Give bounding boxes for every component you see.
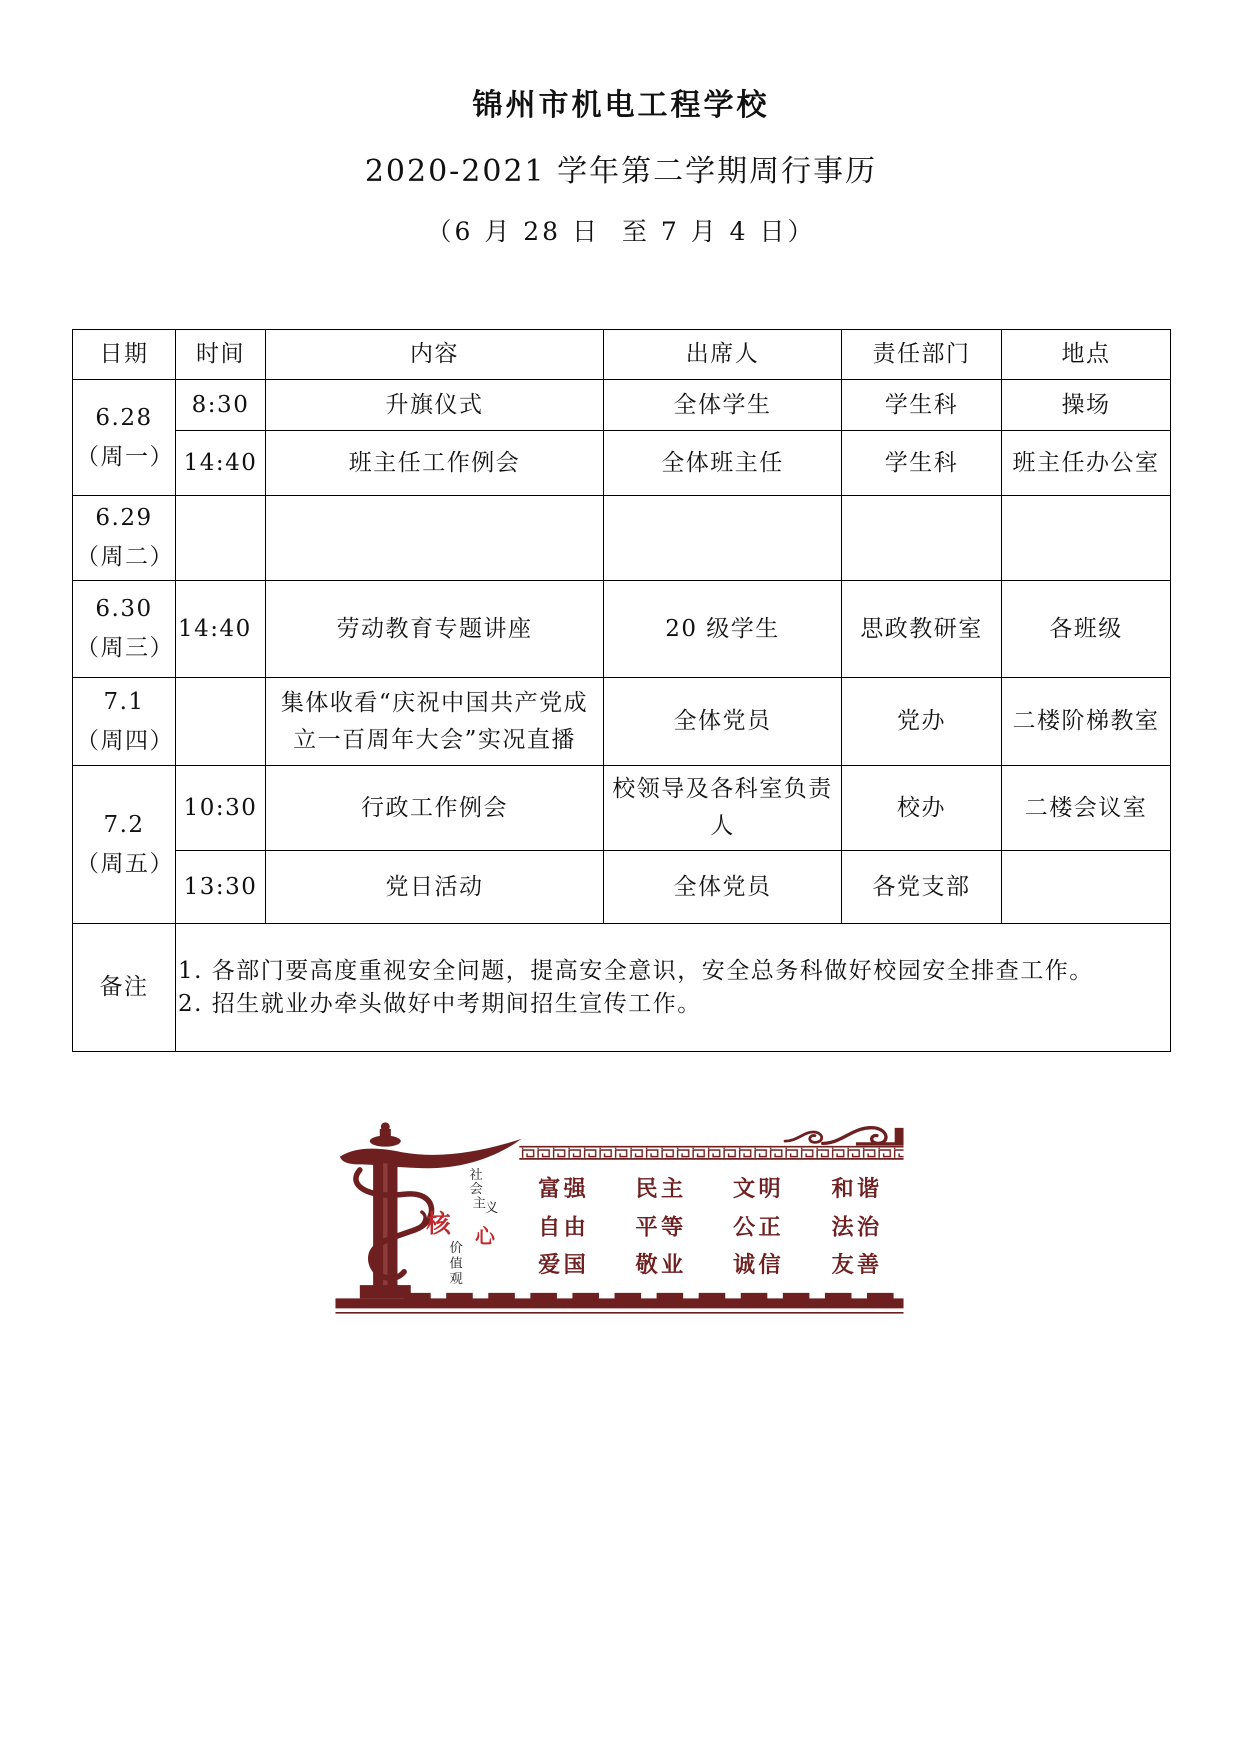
- department-cell: 学生科: [842, 380, 1002, 431]
- cloud-swirl-icon: [785, 1128, 903, 1146]
- attendees-cell: 全体党员: [604, 851, 842, 924]
- weekday-value: （周二）: [76, 544, 174, 570]
- attendees-cell: 全体学生: [604, 380, 842, 431]
- time-cell: [176, 678, 266, 766]
- content-cell: 行政工作例会: [266, 766, 604, 851]
- value-word: 自由: [538, 1214, 590, 1241]
- location-cell: 二楼阶梯教室: [1002, 678, 1171, 766]
- content-cell: [266, 496, 604, 581]
- table-row: [73, 766, 1171, 851]
- department-cell: 学生科: [842, 431, 1002, 496]
- time-cell: 14:40: [176, 431, 266, 496]
- notes-row: [73, 924, 1171, 1052]
- note-item: 2. 招生就业办牵头做好中考期间招生宣传工作。: [178, 990, 702, 1017]
- department-cell: [842, 496, 1002, 581]
- table-row: [73, 496, 1171, 581]
- date-value: 7.1: [103, 688, 145, 715]
- date-cell: [73, 766, 176, 924]
- department-cell: 思政教研室: [842, 581, 1002, 678]
- value-word: 平等: [635, 1214, 687, 1241]
- department-cell: 校办: [842, 766, 1002, 851]
- value-word: 爱国: [538, 1252, 590, 1279]
- department-cell: 各党支部: [842, 851, 1002, 924]
- table-row: [73, 431, 1171, 496]
- content-cell: [266, 678, 604, 766]
- weekday-value: （周一）: [76, 443, 174, 470]
- time-cell: [176, 496, 266, 581]
- motto-char: 主: [472, 1196, 487, 1212]
- location-cell: 班主任办公室: [1002, 431, 1171, 496]
- emblem-base: [335, 1293, 903, 1313]
- location-cell: [1002, 851, 1171, 924]
- attendees-cell: [604, 766, 842, 851]
- attendees-cell: 全体班主任: [604, 431, 842, 496]
- date-cell: [73, 678, 176, 766]
- motto-char: 价: [449, 1240, 463, 1256]
- notes-cell: [176, 924, 1171, 1052]
- date-cell: [73, 496, 176, 581]
- weekday-value: （周四）: [76, 727, 174, 754]
- date-value: 6.30: [95, 596, 153, 622]
- value-word: 富强: [538, 1175, 590, 1202]
- date-cell: [73, 581, 176, 678]
- value-word: 友善: [831, 1252, 883, 1279]
- document-title: 2020-2021 学年第二学期周行事历: [364, 154, 878, 189]
- content-cell: 升旗仪式: [266, 380, 604, 431]
- key-pattern-border: [519, 1147, 903, 1159]
- location-cell: [1002, 496, 1171, 581]
- motto-char: 社: [469, 1167, 483, 1183]
- value-word: 诚信: [733, 1252, 784, 1279]
- value-word: 敬业: [635, 1252, 687, 1279]
- weekday-value: （周三）: [76, 635, 174, 661]
- motto-char: 值: [449, 1256, 463, 1272]
- column-header-attendees: 出席人: [604, 330, 842, 380]
- emblem-motto: [425, 1167, 498, 1287]
- table-header-row: [73, 330, 1171, 380]
- column-header-location: 地点: [1002, 330, 1171, 380]
- content-cell: 班主任工作例会: [266, 431, 604, 496]
- column-header-date: 日期: [73, 330, 176, 380]
- table-row: [73, 581, 1171, 678]
- column-header-time: 时间: [176, 330, 266, 380]
- date-range: （6 月 28 日 至 7 月 4 日）: [426, 217, 816, 246]
- value-word: 文明: [733, 1175, 784, 1202]
- date-value: 6.28: [95, 404, 153, 431]
- motto-char: 会: [469, 1182, 483, 1198]
- date-cell: [73, 380, 176, 496]
- table-row: [73, 380, 1171, 431]
- motto-char-core: 心: [474, 1224, 495, 1249]
- notes-label: 备注: [73, 924, 176, 1052]
- motto-char: 观: [449, 1271, 463, 1287]
- weekday-value: （周五）: [76, 850, 174, 877]
- value-word: 法治: [831, 1214, 883, 1241]
- core-values-emblem: [335, 1119, 904, 1315]
- note-item: 1. 各部门要高度重视安全问题，提高安全意识，安全总务科做好校园安全排查工作。: [178, 957, 1094, 984]
- attendees-cell: [604, 496, 842, 581]
- schedule-table: [72, 329, 1171, 1052]
- value-word: 公正: [733, 1214, 784, 1241]
- attendees-text: 校领导及各科室负责人: [612, 776, 833, 839]
- table-row: [73, 851, 1171, 924]
- attendees-cell: 全体党员: [604, 678, 842, 766]
- content-text: 集体收看“庆祝中国共产党成立一百周年大会”实况直播: [280, 689, 589, 753]
- time-cell: 10:30: [176, 766, 266, 851]
- motto-char-core: 核: [426, 1208, 451, 1238]
- time-cell: 13:30: [176, 851, 266, 924]
- values-grid: [538, 1176, 882, 1278]
- column-header-department: 责任部门: [842, 330, 1002, 380]
- table-row: [73, 678, 1171, 766]
- date-value: 6.29: [95, 505, 153, 531]
- value-word: 民主: [635, 1175, 687, 1202]
- time-cell: 8:30: [176, 380, 266, 431]
- department-cell: 党办: [842, 678, 1002, 766]
- date-value: 7.2: [103, 811, 145, 838]
- location-cell: 操场: [1002, 380, 1171, 431]
- value-word: 和谐: [831, 1175, 883, 1202]
- content-cell: 党日活动: [266, 851, 604, 924]
- attendees-cell: 20 级学生: [604, 581, 842, 678]
- location-cell: 二楼会议室: [1002, 766, 1171, 851]
- time-cell: 14:40: [176, 581, 266, 678]
- column-header-content: 内容: [266, 330, 604, 380]
- motto-char: 义: [484, 1201, 499, 1217]
- location-cell: 各班级: [1002, 581, 1171, 678]
- content-cell: 劳动教育专题讲座: [266, 581, 604, 678]
- school-name: 锦州市机电工程学校: [472, 88, 770, 123]
